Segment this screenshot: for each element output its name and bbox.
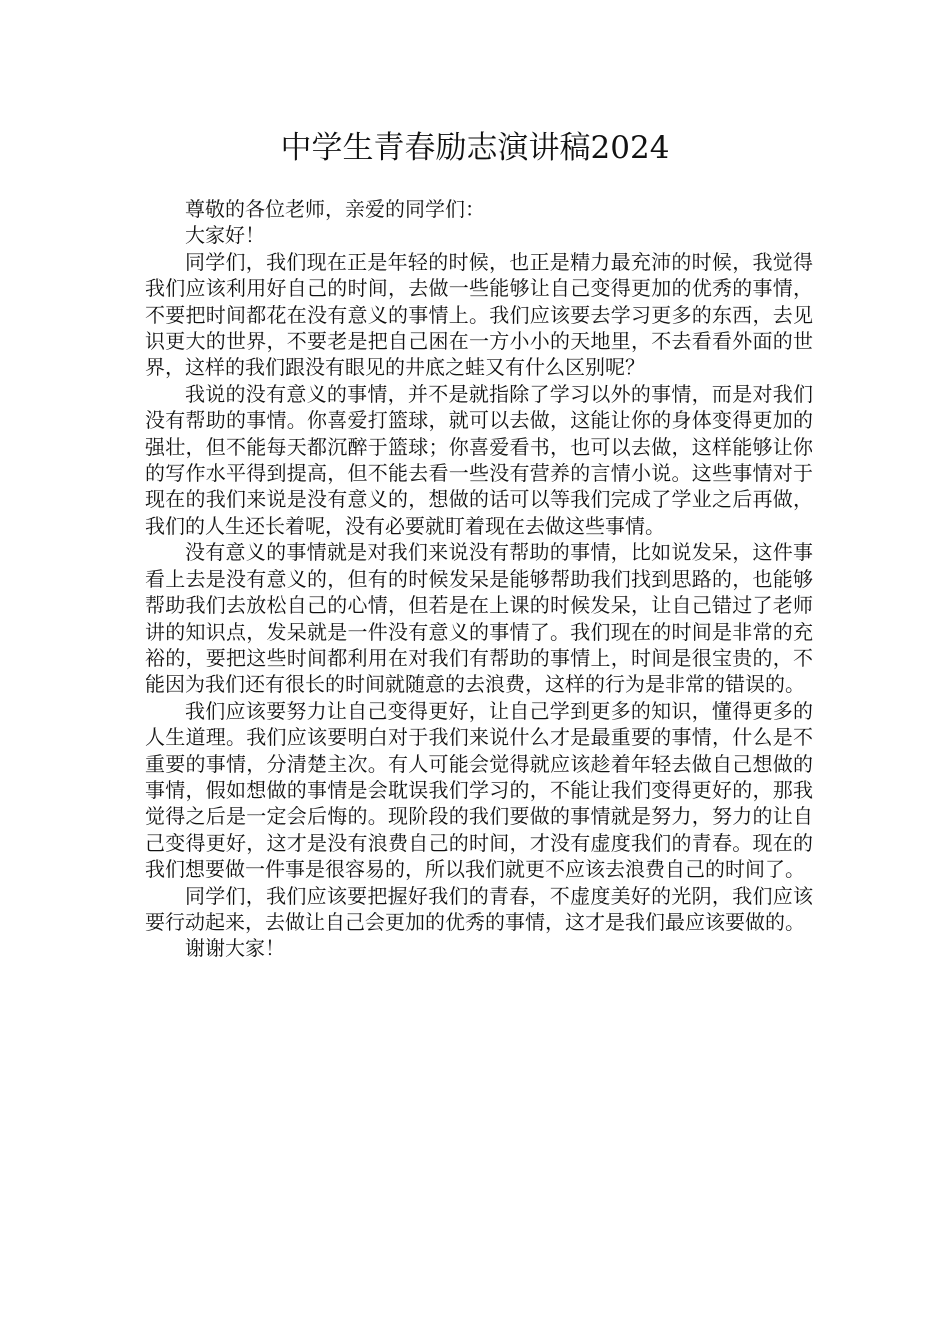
greeting: 大家好！ [185,223,265,248]
body-paragraph: 同学们，我们应该要把握好我们的青春，不虚度美好的光阴，我们应该要行动起来，去做让自己会更加的优秀的事情，这才是我们最应该要做的。 [145,883,813,934]
body-paragraph: 同学们，我们现在正是年轻的时候，也正是精力最充沛的时候，我觉得我们应该利用好自己的时间，去做一些能够让自己变得更加的优秀的事情，不要把时间都花在没有意义的事情上。我们应该要去学习更多的东西，去见识更大的世界，不要老是把自己困在一方小小的天地里，不去看看外面的世界，这样的我们跟没有眼见的井底之蛙又有什么区别呢？ [145,249,813,380]
body-paragraph: 我说的没有意义的事情，并不是就指除了学习以外的事情，而是对我们没有帮助的事情。你喜爱打篮球，就可以去做，这能让你的身体变得更加的强壮，但不能每天都沉醉于篮球；你喜爱看书，也可以去做，这样能够让你的写作水平得到提高，但不能去看一些没有营养的言情小说。这些事情对于现在的我们来说是没有意义的，想做的话可以等我们完成了学业之后再做，我们的人生还长着呢，没有必要就盯着现在去做这些事情。 [145,381,813,538]
body-paragraph: 我们应该要努力让自己变得更好，让自己学到更多的知识，懂得更多的人生道理。我们应该要明白对于我们来说什么才是最重要的事情，什么是不重要的事情，分清楚主次。有人可能会觉得就应该趁着年轻去做自己想做的事情，假如想做的事情是会耽误我们学习的，不能让我们变得更好的，那我觉得之后是一定会后悔的。现阶段的我们要做的事情就是努力，努力的让自己变得更好，这才是没有浪费自己的时间，才没有虚度我们的青春。现在的我们想要做一件事是很容易的，所以我们就更不应该去浪费自己的时间了。 [145,698,813,882]
closing: 谢谢大家！ [185,936,285,961]
document-body [145,196,813,962]
document-title: 中学生青春励志演讲稿2024 [280,130,670,166]
body-paragraph: 没有意义的事情就是对我们来说没有帮助的事情，比如说发呆，这件事看上去是没有意义的，但有的时候发呆是能够帮助我们找到思路的，也能够帮助我们去放松自己的心情，但若是在上课的时候发呆，让自己错过了老师讲的知识点，发呆就是一件没有意义的事情了。我们现在的时间是非常的充裕的，要把这些时间都利用在对我们有帮助的事情上，时间是很宝贵的，不能因为我们还有很长的时间就随意的去浪费，这样的行为是非常的错误的。 [145,540,813,697]
salutation: 尊敬的各位老师，亲爱的同学们： [185,197,485,221]
